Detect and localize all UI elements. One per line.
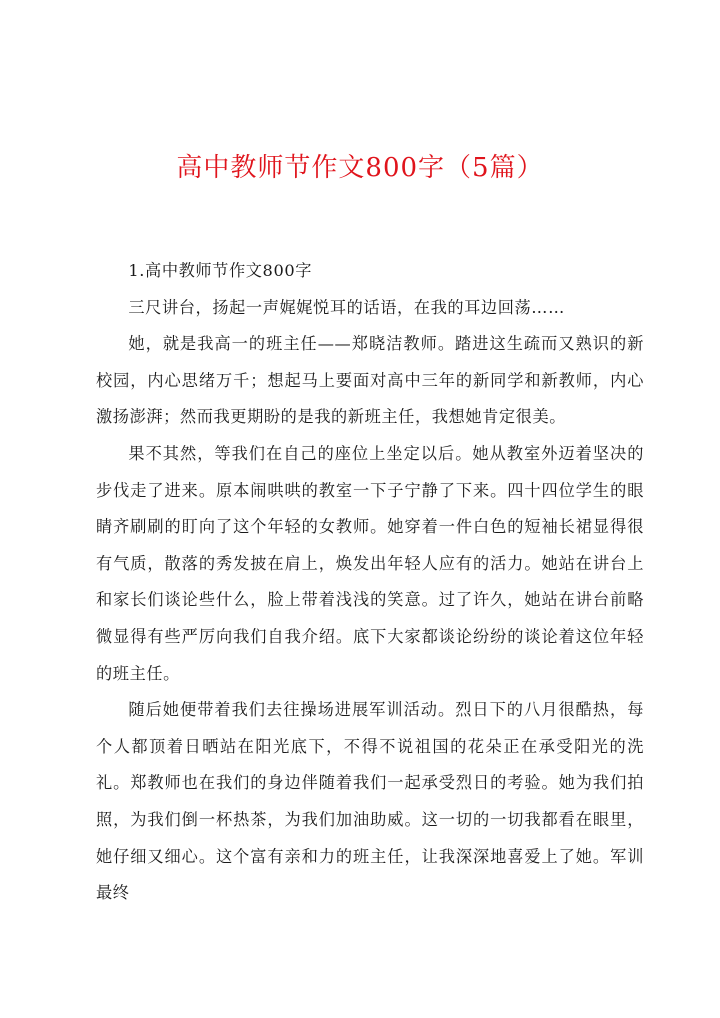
paragraph-3: 果不其然，等我们在自己的座位上坐定以后。她从教室外迈着坚决的步伐走了进来。原本闹哄哄的教室一下子宁静了下来。四十四位学生的眼睛齐刷刷的盯向了这个年轻的女教师。她穿着一件白色的短袖长裙显得很有气质，散落的秀发披在肩上，焕发出年轻人应有的活力。她站在讲台上和家长们谈论些什么，脸上带着浅浅的笑意。过了许久，她站在讲台前略微显得有些严厉向我们自我介绍。底下大家都谈论纷纷的谈论着这位年轻的班主任。 — [96, 443, 644, 683]
document-body — [96, 253, 644, 912]
paragraph-2: 她，就是我高一的班主任——郑晓洁教师。踏进这生疏而又熟识的新校园，内心思绪万千；想起马上要面对高中三年的新同学和新教师，内心激扬澎湃；然而我更期盼的是我的新班主任，我想她肯定很美。 — [96, 334, 644, 427]
section-heading: 1.高中教师节作文800字 — [128, 261, 313, 280]
document-title: 高中教师节作文800字（5篇） — [176, 153, 544, 183]
paragraph-1: 三尺讲台，扬起一声娓娓悦耳的话语，在我的耳边回荡…… — [128, 297, 565, 317]
paragraph-4: 随后她便带着我们去往操场进展军训活动。烈日下的八月很酷热，每个人都顶着日晒站在阳光底下，不得不说祖国的花朵正在承受阳光的洗礼。郑教师也在我们的身边伴随着我们一起承受烈日的考验。她为我们拍照，为我们倒一杯热茶，为我们加油助威。这一切的一切我都看在眼里，她仔细又细心。这个富有亲和力的班主任，让我深深地喜爱上了她。军训最终 — [96, 700, 644, 903]
